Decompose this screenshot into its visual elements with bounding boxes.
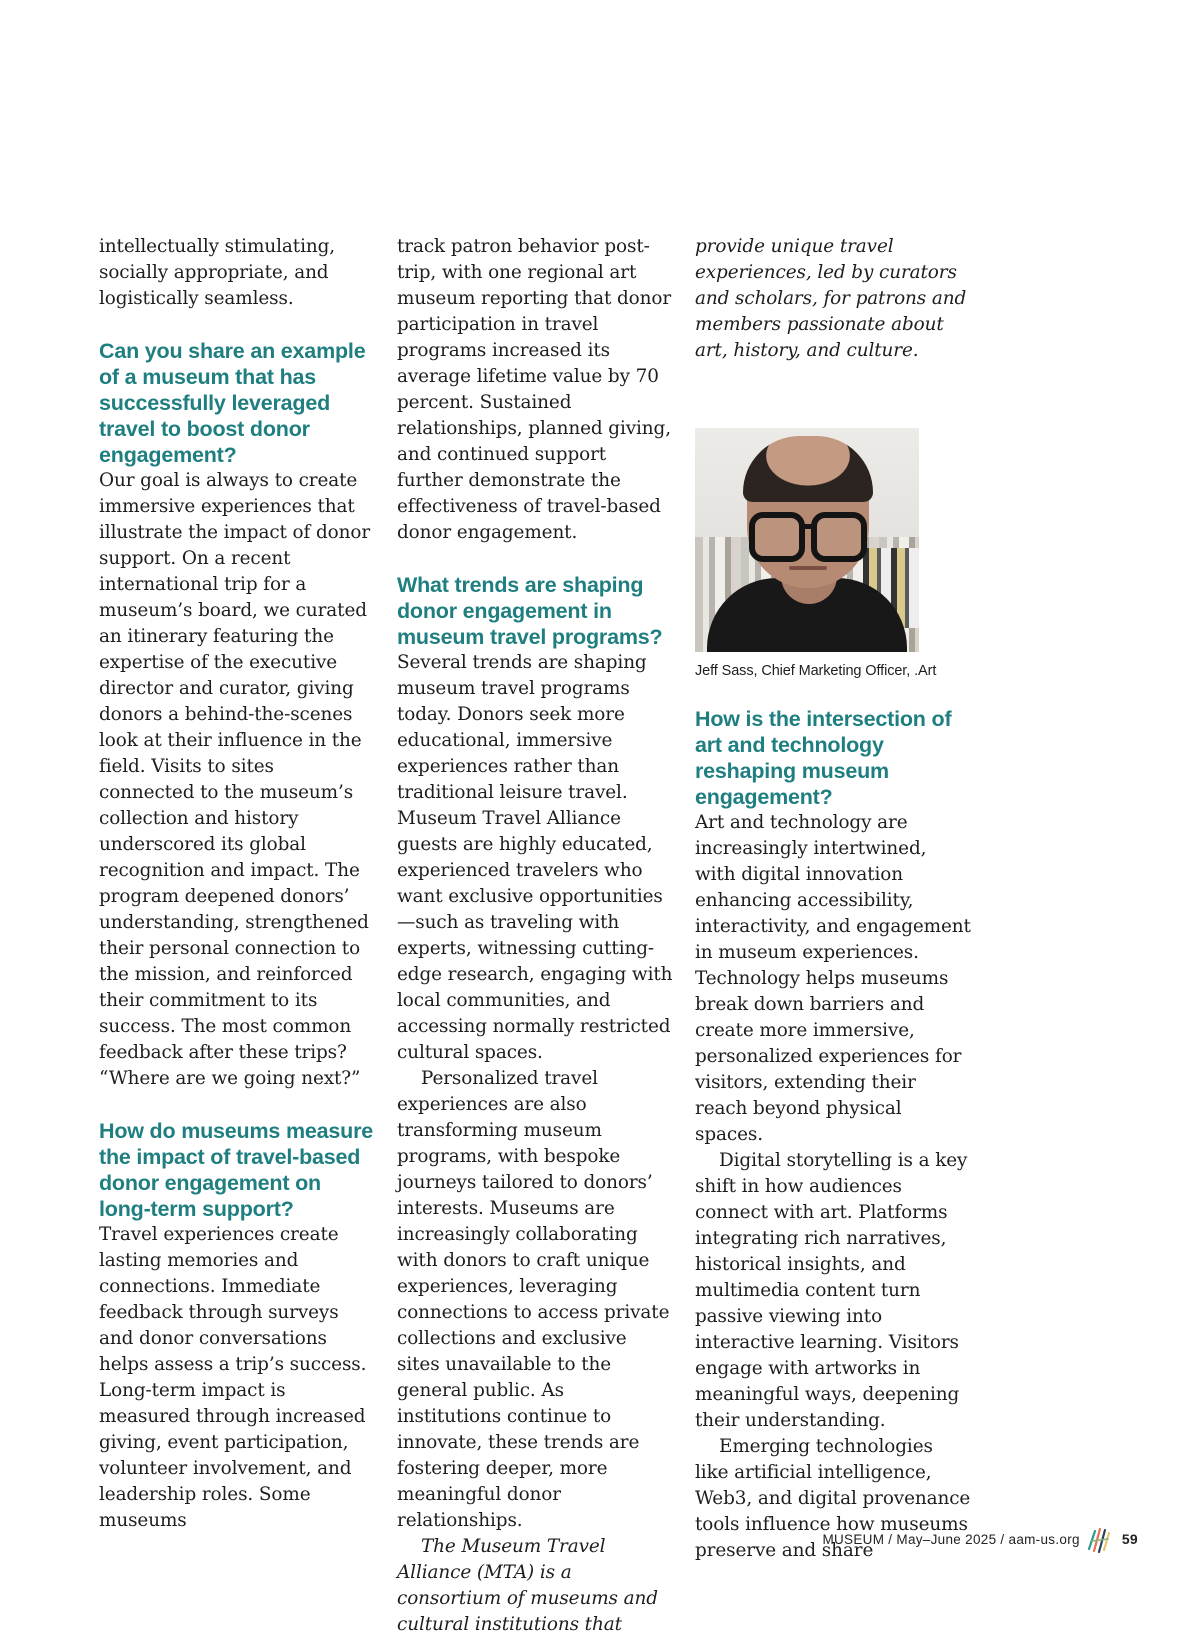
question-heading: How do museums measure the impact of travel-based donor engagement on long-term support? xyxy=(99,1119,373,1221)
aam-logo-icon xyxy=(1086,1523,1112,1555)
body-paragraph: Personalized travel experiences are also transforming museum programs, with bespoke journeys tailored to donors’ interests. Museums are increasingly collaborating with donors to craft unique experiences, leveraging connections to access private collections and exclusive sites unavailable to the general public. As institutions continue to innovate, these trends are fostering deeper, more meaningful donor relationships. xyxy=(397,1068,670,1531)
body-paragraph: Art and technology are increasingly intertwined, with digital innovation enhancing accessibility, interactivity, and engagement in museum experiences. Technology helps museums break down barriers and create more immersive, personalized experiences for visitors, extending their reach beyond physical spaces. xyxy=(695,812,971,1145)
footer-text: MUSEUM / May–June 2025 / aam-us.org xyxy=(822,1531,1080,1547)
italic-paragraph: provide unique travel experiences, led by curators and scholars, for patrons and members passionate about art, history, and culture. xyxy=(695,236,967,361)
italic-paragraph: The Museum Travel Alliance (MTA) is a consortium of museums and cultural institutions that xyxy=(397,1536,658,1635)
body-paragraph: Emerging technologies like artificial intelligence, Web3, and digital provenance tools influence how museums preserve and share xyxy=(695,1436,971,1561)
portrait-photo xyxy=(695,428,919,652)
page-footer xyxy=(822,1528,1138,1550)
column-3 xyxy=(695,234,971,1564)
body-paragraph: track patron behavior post-trip, with one regional art museum reporting that donor participation in travel programs increased its average lifetime value by 70 percent. Sustained relationships, planned giving, and continued support further demonstrate the effectiveness of travel-based donor engagement. xyxy=(397,236,672,543)
body-paragraph: Travel experiences create lasting memories and connections. Immediate feedback through surveys and donor conversations helps assess a trip’s success. Long-term impact is measured through increased giving, event participation, volunteer involvement, and leadership roles. Some museums xyxy=(99,1224,367,1531)
body-paragraph: Digital storytelling is a key shift in how audiences connect with art. Platforms integrating rich narratives, historical insights, and multimedia content turn passive viewing into interactive learning. Visitors engage with artworks in meaningful ways, deepening their understanding. xyxy=(695,1150,968,1431)
column-1 xyxy=(99,234,375,1534)
question-heading: How is the intersection of art and technology reshaping museum engagement? xyxy=(695,707,952,809)
question-heading: What trends are shaping donor engagement in museum travel programs? xyxy=(397,573,663,649)
portrait-figure xyxy=(695,428,971,680)
question-heading: Can you share an example of a museum that has successfully leveraged travel to boost donor engagement? xyxy=(99,339,366,467)
column-2 xyxy=(397,234,673,1638)
body-paragraph: Our goal is always to create immersive experiences that illustrate the impact of donor support. On a recent international trip for a museum’s board, we curated an itinerary featuring the expertise of the executive director and curator, giving donors a behind-the-scenes look at their influence in the field. Visits to sites connected to the museum’s collection and history underscored its global recognition and impact. The program deepened donors’ understanding, strengthened their personal connection to the mission, and reinforced their commitment to its success. The most common feedback after these trips? “Where are we going next?” xyxy=(99,470,371,1089)
body-paragraph: Several trends are shaping museum travel programs today. Donors seek more educational, immersive experiences rather than traditional leisure travel. Museum Travel Alliance guests are highly educated, experienced travelers who want exclusive opportunities—such as traveling with experts, witnessing cutting-edge research, engaging with local communities, and accessing normally restricted cultural spaces. xyxy=(397,652,673,1063)
body-paragraph: intellectually stimulating, socially appropriate, and logistically seamless. xyxy=(99,236,336,309)
photo-caption: Jeff Sass, Chief Marketing Officer, .Art xyxy=(695,663,937,679)
page-number: 59 xyxy=(1121,1531,1138,1547)
